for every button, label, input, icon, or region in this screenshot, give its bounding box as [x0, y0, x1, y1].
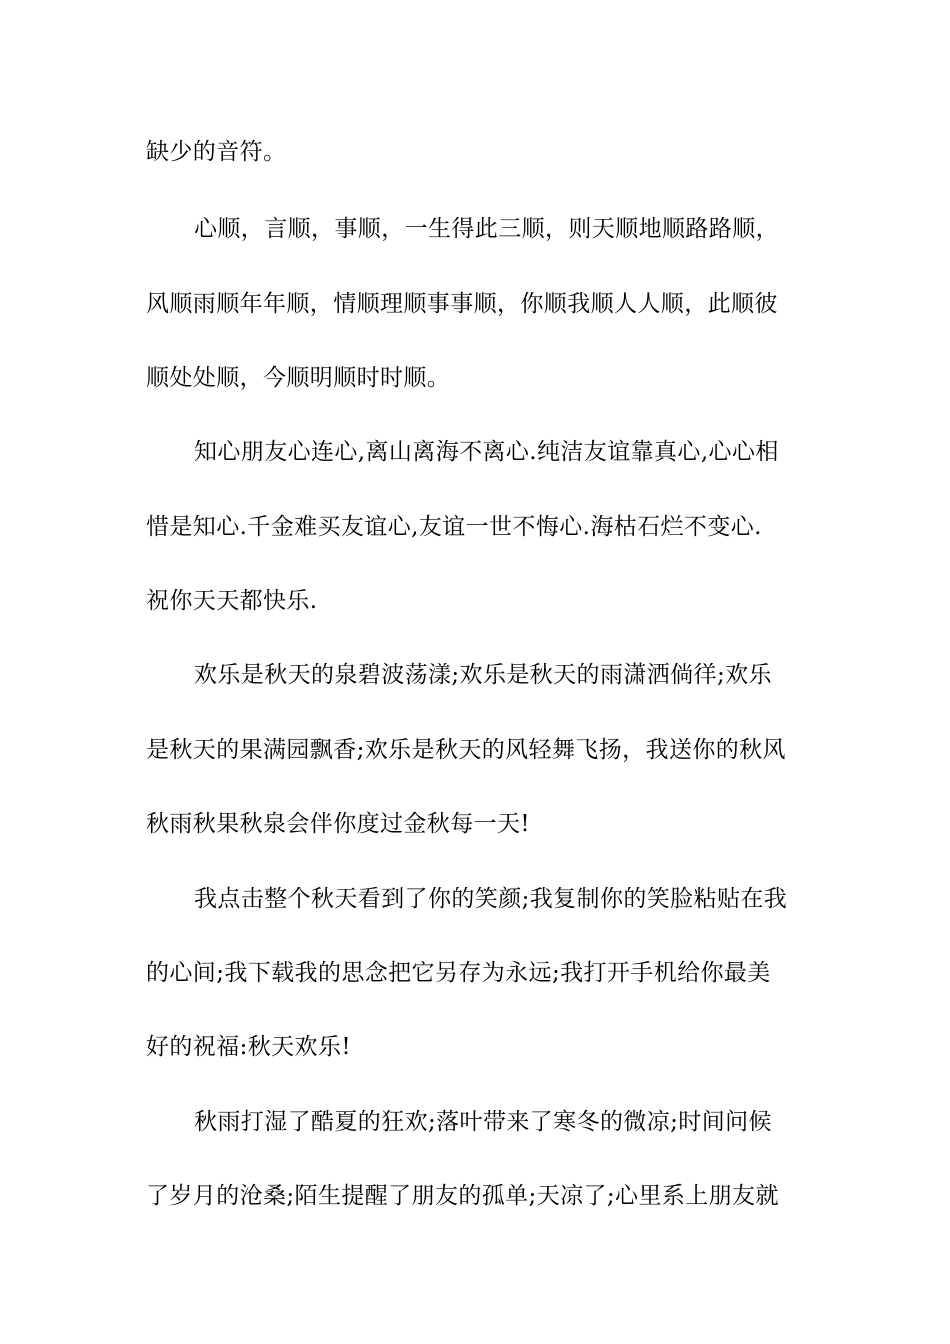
text-line: 的心间;我下载我的思念把它另存为永远;我打开手机给你最美 [146, 960, 771, 986]
text-line: 好的祝福:秋天欢乐! [146, 1034, 351, 1060]
text-line: 风顺雨顺年年顺，情顺理顺事事顺，你顺我顺人人顺，此顺彼 [146, 291, 778, 317]
text-line: 知心朋友心连心,离山离海不离心.纯洁友谊靠真心,心心相 [194, 439, 779, 465]
text-line: 惜是知心.千金难买友谊心,友谊一世不悔心.海枯石烂不变心. [146, 514, 762, 540]
text-line: 缺少的音符。 [146, 139, 287, 165]
text-line: 秋雨打湿了酷夏的狂欢;落叶带来了寒冬的微凉;时间问候 [194, 1109, 772, 1135]
text-line: 心顺，言顺，事顺，一生得此三顺，则天顺地顺路路顺， [194, 216, 779, 242]
text-line: 欢乐是秋天的泉碧波荡漾;欢乐是秋天的雨潇洒倘徉;欢乐 [194, 662, 772, 688]
text-line: 是秋天的果满园飘香;欢乐是秋天的风轻舞飞扬，我送你的秋风 [146, 737, 786, 763]
text-line: 我点击整个秋天看到了你的笑颜;我复制你的笑脸粘贴在我 [194, 886, 788, 912]
text-line: 祝你天天都快乐. [146, 588, 318, 614]
text-line: 了岁月的沧桑;陌生提醒了朋友的孤单;天凉了;心里系上朋友就 [146, 1183, 779, 1209]
text-line: 秋雨秋果秋泉会伴你度过金秋每一天! [146, 811, 531, 837]
text-line: 顺处处顺，今顺明顺时时顺。 [146, 365, 451, 391]
